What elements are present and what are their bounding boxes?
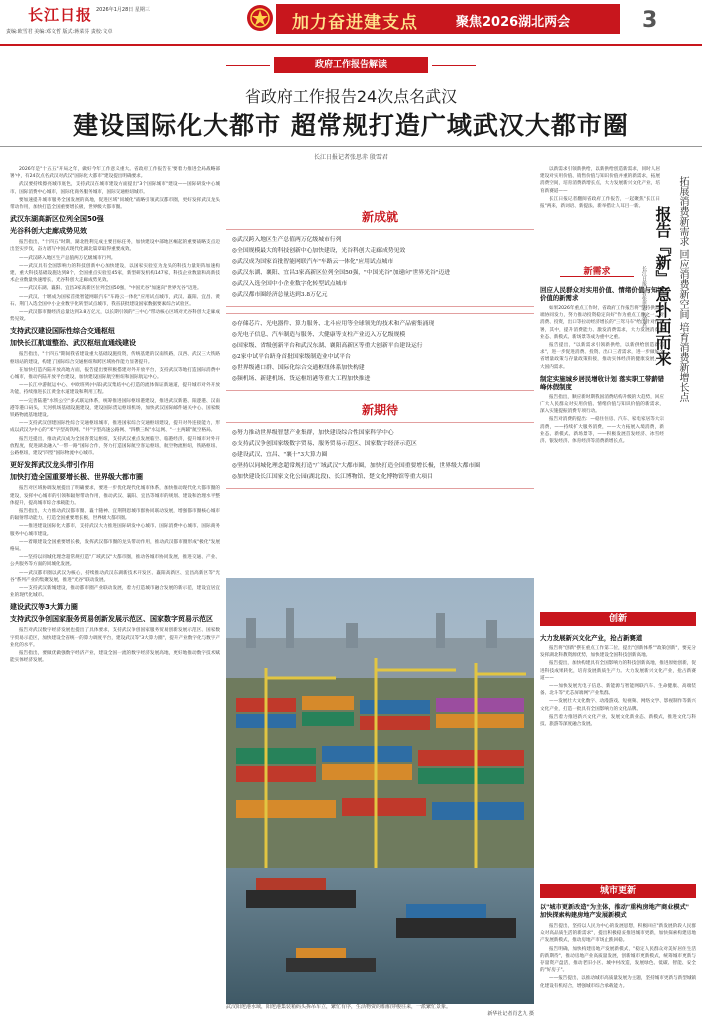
paragraph: ——武汉都市圈以武汉为核心，持续推动武汉东湖新技术开发区、襄阳高新区、宜昌高新区等"光谷"系列产业的集聚发展，推进"光谷"联动发展。 [10,570,220,583]
list-item: ◎努力推动世界级智慧产业集群，加快建设综合性国家科学中心 [232,430,394,436]
paragraph: 2026年是"十五五"开局之年，做好今年工作意义重大。省政府工作报告在'要着力推进全局战略部署'中，有24次点名武汉对武汉"国际化大都市"建设提出明确要求。 [10,167,220,180]
divider [0,146,702,147]
paragraph: 报告指出，顺应新时期我国消费结构升级的大趋势，回应广大人民群众对实用价值、情绪价值与知识价值的新需求，深入实施提振消费专项行动。 [540,394,664,415]
paragraph: 报告指出，"十四五"期间我省建设重大基础设施投资，传统基建的汉南铁路，汉西、武汉三大铁路枢纽站的建设，构建了国际综合交通枢纽和跨区域协作能力显著提升。 [10,352,220,365]
paragraph: ——发展壮大文化数字、动漫游戏、短视频、网络文学、影视制作等新兴文化产业，打造一批具有全国影响力的文化品牌。 [540,699,696,712]
vertical-headline: 报告『新』意扑面而来 [653,206,672,366]
list-item: ◎2家中试平台跻身首批国家级制造业中试平台 [232,354,351,360]
section-heading: 更好发挥武汉龙头带引作用 [10,461,94,470]
paragraph: 以新需求引领新供给，以新供给创造新需求，同时人居建设对实用价值、销售价值与知识价值并重的新需求，拓展消费空间，培育消费新增长点，大力发展新兴文化产业，培育新赛道—— [540,167,660,194]
paragraph: 报告还提出，推动武汉成为全国客货运枢纽，支持武汉重点发展临空、临港经济，提升城市对外开放程度，促进湖北融入"一带一路"国际合作，努力打造国际航空客运枢纽，航空物流枢纽，铁路枢纽、公路枢纽，建设"四型"国际物流中心城市。 [10,436,220,457]
list-item: ◎武汉跨入地区生产总值两万亿级城市行列 [232,237,342,243]
section-heading: 武汉东湖高新区位列全国50强 [10,215,104,224]
paragraph: ——武汉都市圈经济总量达到3.8万亿元，以长期引领的"三中心"带动核心区域对光谷科创大走廊成势见效。 [10,310,220,323]
headline: 建设国际化大都市 超常规打造广域武汉大都市圈 [73,111,629,140]
page-number: 3 [642,8,658,33]
list-item: ◎武汉成为国家首批智能网联汽车"车路云一体化"应用试点城市 [232,259,394,265]
paragraph: ——坚持以同城化理念超常规打造"广域武汉"大都市圈，推动各城市协同发展，推进交通、产业、公共服务等方面的同城化发展。 [10,555,220,568]
list-item: ◎光电子信息、汽车制造与服务、大健康等支柱产业迈入万亿级规模 [232,332,406,338]
paragraph: ——支持武汉新城建设，推动都市圈产业联动发展，着力打造城市融合发展的新示范，建设宜居宜业的现代化城市。 [10,585,220,599]
paragraph: ——武汉跻入地区生产总值两万亿级城市行列。 [19,255,116,261]
paragraph: ——长江中游航运中心、中欧班列(中部)武汉集结中心打造的流体保证新通道，提升城市对外开放功能，持续推进长江黄金水道建设和利用工程。 [10,383,220,396]
list-item: ◎武汉都市圈经济总量达到3.8万亿元 [232,292,328,298]
paragraph: ——武汉、十堰成为国家首批智能网联汽车"车路云一体化"应用试点城市，武汉、襄阳、宜昌、黄石、荆门入选全国中小企业数字化转型试点城市，我省获批建设国家数据要素综合试验区。 [10,294,220,307]
divider [432,65,476,66]
section-subheading: 加快打造全国重要增长极、世界级大都市圈 [10,473,143,482]
right-new-demand [540,282,664,582]
paragraph: 报告对消费的提出：—稳住住房、汽车、家电家居等大宗消费，——持续扩大服务消费，——大力拓展入境消费，新业态、新模式、新场景等，——积极发展首发经济、冰雪经济、银发经济、体育经济等消费新增长点。 [540,417,664,445]
new-expectations-title: 新期待 [361,403,398,417]
section-heading: 建设武汉等3大算力圈 [10,603,78,612]
list-item: ◎存储芯片、光电器件、算力服务、北斗应用等全球领先的技术和产品密集涌现 [232,321,435,327]
paragraph: 报告指出，大力推动武汉都市圈、襄十随神、宜荆荆恩城市群协同联动发展，增强都市圈核心城市的辐射带动能力，打造全国重要增长极，世界级大都市圈。 [10,508,220,522]
divider [226,65,270,66]
paragraph: 报告提出，加快构建具有全国影响力的科技创新高地，推进原始创新，促进科技成果转化，培育发展新质生产力。大力发展新兴文化产业，抢占新赛道—— [540,661,696,681]
banner-title: 加力奋进建支点 [292,13,418,33]
paragraph: 报告指出，要做优做强数字经济产业，建设全国一流的数字经济发展高地，更好地推动数字技术赋能实体经济发展。 [10,650,220,664]
issue-date: 2026年1月28日 星期三 [96,7,150,13]
label-new-demand: 新需求 [560,264,634,277]
section-heading: 以"城市更新改造"为主体，推动"重构房地产商业模式" [540,904,690,911]
kicker: 省政府工作报告24次点名武汉 [244,87,458,106]
paragraph: 报告着力推进新兴文化产业，发展文化新业态、新模式，推进文化与科技、旅游等深度融合发展。 [540,714,696,728]
paragraph: ——报告提出，以推动城市高质量发展为主题，坚持城市更新与新型城镇化建设有机结合，增强城市综合承载能力。 [540,976,696,989]
summary-panel [226,208,534,578]
photo-credit: 新华社记者肖艺九 摄 [487,1011,534,1017]
label-city-renewal: 城市更新 [540,884,696,898]
section-heading: 支持武汉建设国际性综合交通枢纽 [10,327,115,336]
byline: 长江日报记者张思赤 殷雪君 [314,154,388,161]
list-item: ◎武汉东湖、襄阳、宜昌3家高新区位列全国50强，"中国光谷"加速向"世界光谷"迈进 [232,270,451,276]
left-article [10,166,220,1018]
paragraph: 长江日报记者翻阅省政府工作报告，一起聚焦"长江日报"两来，新词语、新提法、新举措让人耳目一新。 [540,196,660,210]
list-item: ◎全国规模最大的科技创新中心加快建设，光谷科创大走廊成势见效 [232,248,406,254]
right-city-renewal [540,900,696,1018]
paragraph: 武汉要持续擦亮城市底色，支持武汉在城市建设方面提出"3个国际城市"建设——国际研发中心城市、国际消费中心城市，国际化商务服务城市，国际交通枢纽城市。 [10,182,220,195]
paragraph: ——支持武汉创建国际性综合交通枢纽城市，推进国家综合交通枢纽建设，提升对外连接能力，形成以武汉为中心的"米"字型高铁网、"井"字型高速公路网、"四横三纵"水运网、"一主两辅"航空格局。 [10,421,220,434]
newspaper-logo: 长江日报 [28,6,93,24]
list-item: ◎世界级港口群、国际化综合交通枢纽体系加快构建 [232,365,365,371]
paragraph: ——着眼建设全国重要增长极，发挥武汉都市圈的龙头带动作用，推动武汉都市圈形成"极化"发展格局。 [10,539,220,552]
section-heading: 大力发展新兴文化产业，抢占新赛道 [540,634,643,642]
paragraph: ——完善陆港"水铁公空"多式联运体系，统筹推进国际枢纽港建设，推进武汉新港、阳逻港、汉南港等港口码头，天河机场基础设施建设，建设国际货运枢纽机场，加快武汉国际邮件通关中心、国家级铁路物流基地建设。 [10,398,220,419]
banner-subtitle: 聚焦2026湖北两会 [456,15,571,30]
paragraph: ——加快发展光电子信息、新能源与智能网联汽车、生命健康、高端装备、北斗等"光芯屏端网"产业集群。 [540,684,696,697]
divider [0,44,702,46]
caption-text: 武汉阳逻港水域，阳逻港集装箱码头拆吊车立，繁忙有序，生活物资的船舶穿梭往来，一派繁忙景象。 [226,1004,452,1010]
list-item: ◎国家级、省级创新平台和武汉东湖、襄阳高新区等重大创新平台建设运行 [232,343,423,349]
list-item: ◎武汉入选全国中小企业数字化转型试点城市 [232,281,348,287]
paragraph: 报告提出，坚持以人民为中心的发展思想，积极回应"新发展阶段人民群众对高品质生活的新需求"，提出积极稳妥推进城市更新，加快探索构建房地产发展新模式，推动房地产市场止跌回稳。 [540,924,696,944]
list-item: ◎支持武汉争创国家级数字贸易、服务贸易示范区、国家数字经济示范区 [232,441,417,447]
list-item: ◎坚持以同城化理念超常规打造"广域武汉"大都市圈，加快打造全国重要增长极，世界级大都市圈 [232,463,481,469]
vertical-byline: 长江日报记者张思赤 殷雪君 [641,266,647,328]
paragraph: 报告指出，"十四五"时期，湖北胜利完成主要目标任务，加快建设中部地区崛起的重要战略支点迈出坚实步伐，奋力谱写中国式现代化湖北篇章取得重要成效。 [10,240,220,253]
paragraph: 报告提出，"以新需求引领新供给，以新供给创造新需求"，进一步促进消费、投资、出口三者需求，进一步做好全省增量政策与存量政策衔接，推动实体经济的健康发展，扩大国内需求。 [540,343,664,370]
paragraph: 报告对区域协调发展提出了明确要求，要进一步优化现代化城市体系，加快推动现代化大都市圈的建设，发挥中心城市的引领和辐射带动作用，推动武汉、襄阳、宜昌等城市的规划、建设和治理水平整体提升，提高城市综合承载能力。 [10,486,220,506]
vertical-subtitle: 拓展消费新需求 回应消费新空间 培育消费新增长点 [677,176,688,403]
paragraph: 在加快打造内陆开放高地方面，报告提出要积极搭建对外开放平台，支持武汉等地打造国际消费中心城市，推动内陆开放平台建设，加快建设国际航空枢纽和国际航运中心。 [10,367,220,381]
list-item: ◎加快建设长江国家文化公园(湖北段)、长江博物馆、楚文化博物馆等重大项目 [232,474,433,480]
paragraph: 报告明确，加快构建房地产发展新模式，"稳定人民群众对美好居住生活的新期待"，推动房地产业高质量发展，创新城市更新模式，统筹城市更新与存量资产盘活，推动老旧小区、城中村改造，发展绿色、低碳、智能、安全的"好房子"。 [540,946,696,974]
paragraph: 如果2026年重点工作时，省政府工作报告将"坚持供需两端协同发力，努力推动投资稳定向好"作为重点工作之一，对消费、投资，出口等拉动经济增长的"三驾马车"给出针对性部署，其中，提升消费能力、激发消费需求，大力发展消费新业态、新模式、新场景等成为重中之重。 [540,306,664,340]
achievements-list-2 [226,313,534,391]
paragraph: 要加速提升城市服务全国发展的高地，促进区域"同城化"战略引领武汉都市圈，更好发挥武汉龙头带动作用，加快打造全国重要增长极，世界级大都市圈。 [10,197,220,211]
port-photo [226,578,534,1004]
section-subheading: 加快探索构建房地产发展新模式 [540,912,627,919]
achievements-list [226,229,534,307]
photo-caption [226,1004,534,1018]
right-innovation [540,630,696,882]
emblem-icon [246,4,274,32]
new-achievements-title: 新成就 [361,210,398,224]
list-item: ◎频机场、新建机场、货运枢纽港等重大工程加快推进 [232,376,371,382]
section-tag: 政府工作报告解读 [274,57,428,73]
paragraph: 报告将"创新"摆在重点工作第二位，提出"创新体系""政策创新"，要充分发挥湖北科教资源优势，加快建设全国科技创新高地。 [540,646,696,659]
label-innovation: 创新 [540,612,696,626]
paragraph: ——武汉具有全国影响力的科技创新中心加快建设，以国家实验室为龙头的科技力量矩阵加速构建，重大科技基础设施达到8个，全国重点实验室45家，新型研发机构147家，科技企业数量和高新技术企业数量快速增长，光谷科创大走廊成势见效。 [10,263,220,284]
paragraph: ——推进建设国际化大都市，支持武汉大力推进国际研发中心城市、国际消费中心城市、国际商务服务中心城市建设。 [10,524,220,537]
paragraph: ——武汉东湖、襄阳、宜昌3家高新区位列全国50强，"中国光谷"加速向"世界光谷"迈进。 [19,286,202,292]
right-intro [540,166,660,268]
list-item: ◎建设武汉、宜昌、"襄十"3大算力圈 [232,452,328,458]
section-subheading: 光谷科创大走廊成势见效 [10,227,87,236]
editor-info: 责编:欧雪君 美编:邓文哲 版式:蒋菜芬 责校:文卓 [6,29,113,35]
section-subheading: 加快长江航道整治、武汉枢纽直通线建设 [10,339,136,348]
paragraph: 报告对武汉数字经济发展也提出了具体要求，支持武汉争创国家服务贸易创新发展示范区、国家数字贸易示范区，加快建设全省统一的算力调度平台，建设武汉等"3大算力圈"，提升产业数字化与数字产业化的水平。 [10,628,220,648]
expectations-list [226,422,534,489]
section-heading: 制定实施城乡居民增收计划 落实职工带薪错峰休假制度 [540,374,664,391]
section-subheading: 支持武汉争创国家服务贸易创新发展示范区、国家数字贸易示范区 [10,615,213,624]
section-heading: 回应人民群众对实用价值、情绪价值与知识价值的新需求 [540,286,664,302]
